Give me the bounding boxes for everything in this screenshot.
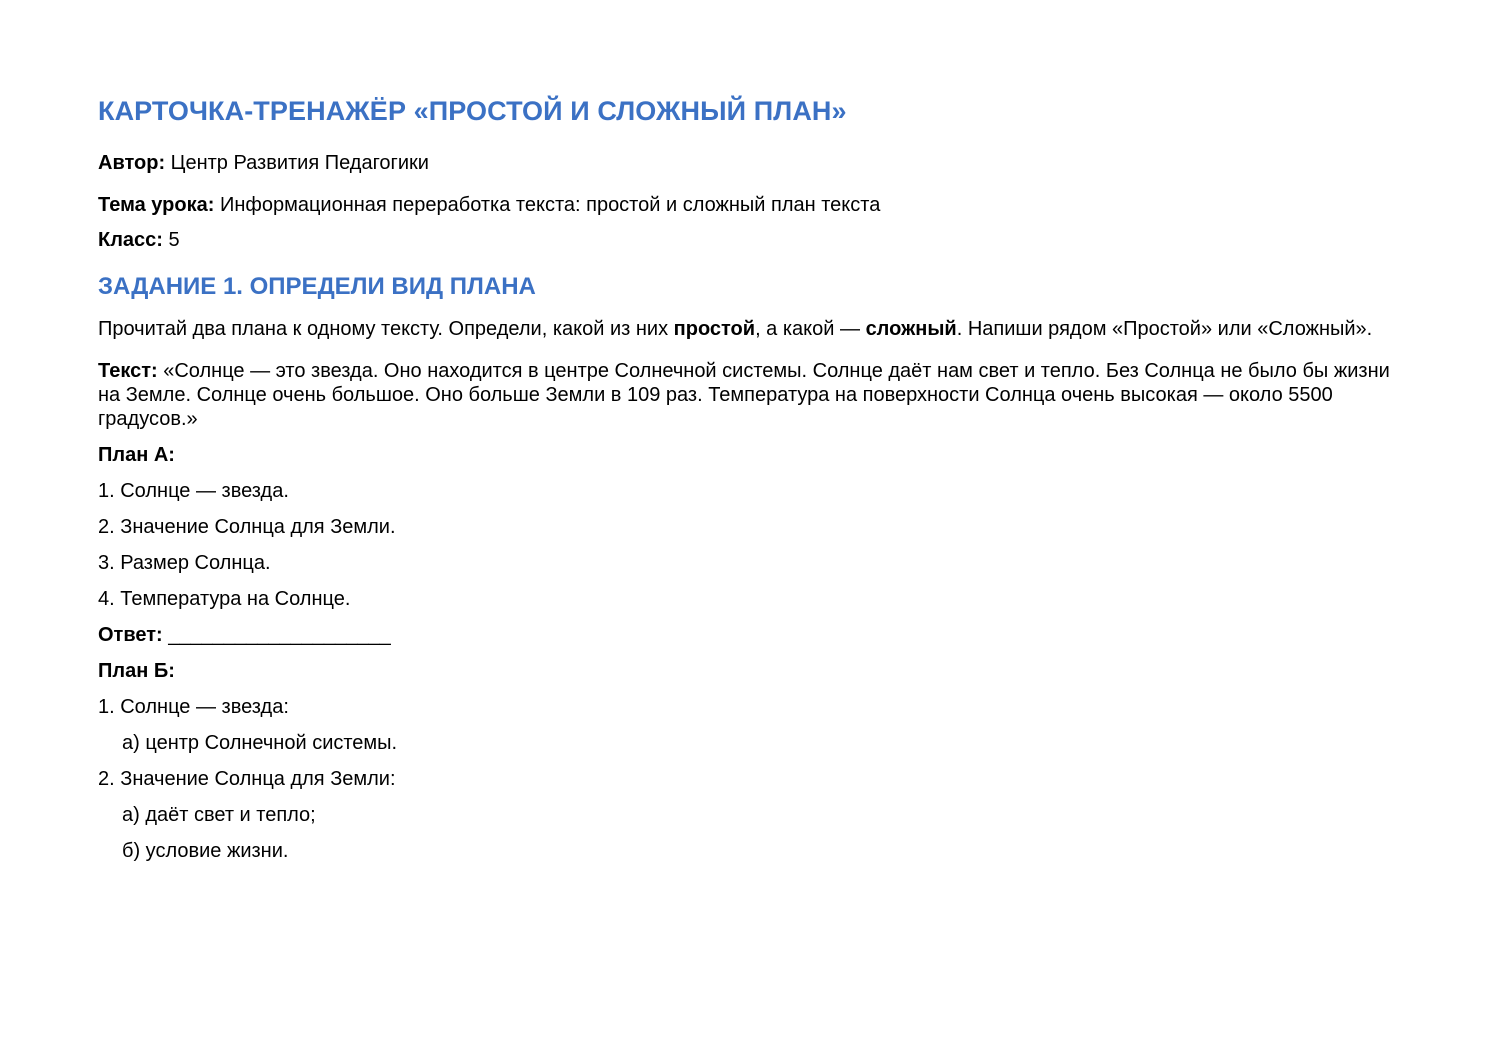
sub-list-item: а) даёт свет и тепло; xyxy=(122,804,316,826)
topic-value: Информационная переработка текста: простой и сложный план текста xyxy=(214,194,881,216)
list-item: 2. Значение Солнца для Земли. xyxy=(98,516,396,538)
answer-label: Ответ: xyxy=(98,624,163,646)
intro-bold-simple: простой xyxy=(673,318,756,340)
class-value: 5 xyxy=(162,229,180,251)
class-label: Класс: xyxy=(98,229,163,251)
intro-bold-complex: сложный xyxy=(865,318,957,340)
author-value: Центр Развития Педагогики xyxy=(165,152,429,174)
list-item: 2. Значение Солнца для Земли: xyxy=(98,768,396,790)
list-item: 1. Солнце — звезда: xyxy=(98,696,289,718)
meta-topic xyxy=(98,193,1408,217)
plan-b-label-text: План Б: xyxy=(98,660,175,682)
meta-author xyxy=(98,151,1408,175)
plan-a-label xyxy=(98,443,1408,467)
author-label: Автор: xyxy=(98,152,166,174)
text-value: «Солнце — это звезда. Оно находится в центре Солнечной системы. Солнце даёт нам свет и тепло. Без Солнца не было бы жизни на Земле. Солнце очень большое. Оно больше Земли в 109 раз. Температура на поверхности Солнца очень высокая — около 5500 градусов.» xyxy=(98,360,1390,430)
answer-line xyxy=(98,623,1408,647)
document-page xyxy=(98,93,1408,875)
meta-class xyxy=(98,228,1408,252)
document-title: КАРТОЧКА-ТРЕНАЖЁР «ПРОСТОЙ И СЛОЖНЫЙ ПЛАН» xyxy=(98,96,847,126)
list-item: 3. Размер Солнца. xyxy=(98,552,271,574)
topic-label: Тема урока: xyxy=(98,194,215,216)
text-label: Текст: xyxy=(98,360,158,382)
list-item: 1. Солнце — звезда. xyxy=(98,480,289,502)
intro-text: . Напиши рядом «Простой» или «Сложный». xyxy=(956,318,1373,340)
intro-text: , а какой — xyxy=(755,318,866,340)
sub-list-item: б) условие жизни. xyxy=(122,840,289,862)
task1-heading: ЗАДАНИЕ 1. ОПРЕДЕЛИ ВИД ПЛАНА xyxy=(98,273,536,300)
source-text xyxy=(98,359,1408,431)
task1-intro xyxy=(98,317,1408,341)
sub-list-item: а) центр Солнечной системы. xyxy=(122,732,398,754)
intro-text: Прочитай два плана к одному тексту. Определи, какой из них xyxy=(98,318,674,340)
plan-b-label xyxy=(98,659,1408,683)
list-item: 4. Температура на Солнце. xyxy=(98,588,351,610)
answer-blank[interactable]: ____________________ xyxy=(162,624,391,646)
plan-a-label-text: План А: xyxy=(98,444,175,466)
